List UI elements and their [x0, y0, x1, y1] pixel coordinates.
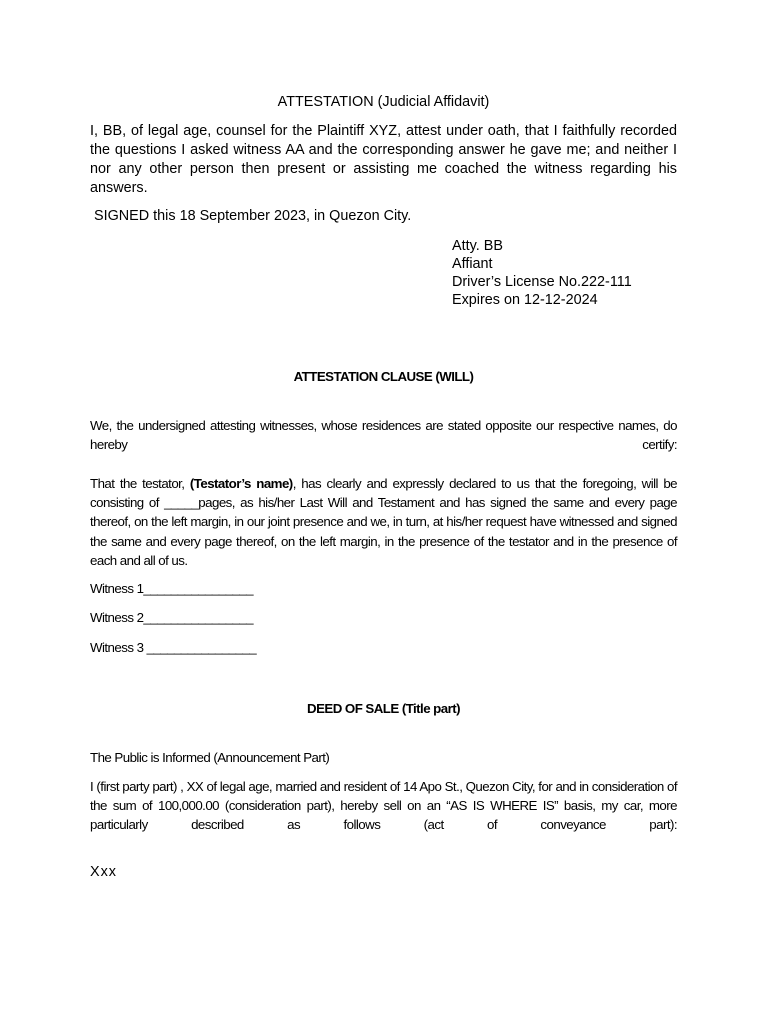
- attestation-signed-line: SIGNED this 18 September 2023, in Quezon City.: [94, 208, 412, 224]
- signatory-license: Driver’s License No.222-111: [452, 274, 632, 290]
- clause-body-rest: , has clearly and expressly declared to us that the foregoing, will be consisting of _____pages, as his/her Last Will and Testament and has signed the same and every page thereof, on the left margin, in our joint presence and we, in turn, at his/her request have witnessed and signed the same and every page thereof, on the left margin, in the presence of the testator and in the presence of each and all of us.: [90, 476, 678, 568]
- deed-closing: Xxx: [90, 864, 117, 880]
- attestation-title: ATTESTATION (Judicial Affidavit): [277, 94, 490, 110]
- deed-of-sale-title: DEED OF SALE (Title part): [307, 701, 460, 716]
- attestation-clause-body: [90, 474, 677, 570]
- attestation-clause-intro: We, the undersigned attesting witnesses, whose residences are stated opposite our respective names, do hereby certify:: [90, 418, 677, 453]
- witness-3-line: Witness 3 ________________: [90, 640, 257, 655]
- clause-body-start: That the testator,: [90, 476, 190, 491]
- signatory-block: [452, 237, 712, 309]
- witness-2-line: Witness 2________________: [90, 610, 253, 625]
- testator-name-placeholder: (Testator’s name): [189, 476, 293, 491]
- signatory-name: Atty. BB: [452, 238, 503, 254]
- signatory-expiry: Expires on 12-12-2024: [452, 292, 598, 308]
- signatory-role: Affiant: [452, 256, 493, 272]
- deed-announcement: The Public is Informed (Announcement Part): [90, 750, 330, 765]
- attestation-clause-title: ATTESTATION CLAUSE (WILL): [293, 369, 474, 384]
- deed-body: I (first party part) , XX of legal age, married and resident of 14 Apo St., Quezon City, for and in consideration of the sum of 100,000.00 (consideration part), hereby sell on an “AS IS WHERE IS” basis, my car, more particularly described as follows (act of conveyance part):: [90, 779, 677, 833]
- witness-1-line: Witness 1________________: [90, 581, 253, 596]
- attestation-body: I, BB, of legal age, counsel for the Plaintiff XYZ, attest under oath, that I faithfully recorded the questions I asked witness AA and the corresponding answer he gave me; and neither I nor any other person then present or assisting me coached the witness regarding his answers.: [90, 123, 677, 196]
